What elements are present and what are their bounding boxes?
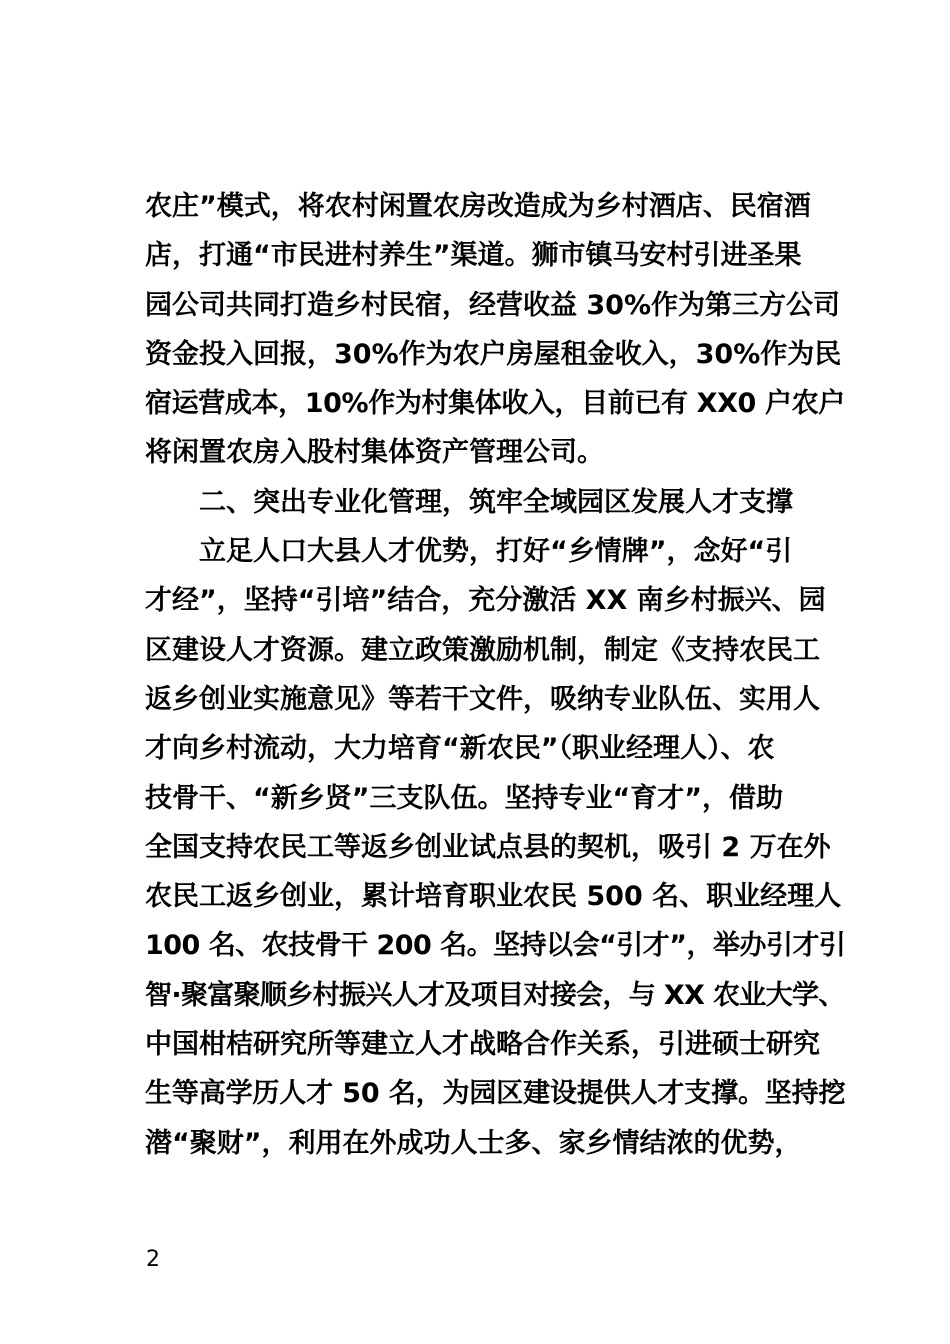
text-line: 立足人口大县人才优势，打好“乡情牌”，念好“引 [199, 536, 793, 568]
page-number: 2 [146, 1247, 160, 1272]
text-line: 店，打通“市民进村养生”渠道。狮市镇马安村引进圣果 [145, 240, 802, 272]
text-line: 潜“聚财”，利用在外成功人士多、家乡情结浓的优势， [145, 1127, 802, 1159]
text-line: 农庄”模式，将农村闲置农房改造成为乡村酒店、民宿酒 [145, 191, 811, 222]
text-line: 区建设人才资源。建立政策激励机制，制定《支持农民工 [145, 634, 820, 666]
text-line: 才向乡村流动，大力培育“新农民”（职业经理人）、农 [145, 733, 775, 765]
text-line: 100 名、农技骨干 200 名。坚持以会“引才”，举办引才引 [145, 930, 846, 962]
text-line: 返乡创业实施意见》等若干文件，吸纳专业队伍、实用人 [145, 683, 820, 715]
section-heading: 二、突出专业化管理，筑牢全域园区发展人才支撑 [199, 486, 793, 518]
text-line: 技骨干、“新乡贤”三支队伍。坚持专业“育才”，借助 [145, 782, 783, 814]
text-line: 农民工返乡创业，累计培育职业农民 500 名、职业经理人 [145, 881, 842, 913]
text-line: 宿运营成本，10%作为村集体收入，目前已有 XX0 户农户 [145, 388, 845, 420]
text-line: 才经”，坚持“引培”结合，充分激活 XX 南乡村振兴、园 [145, 585, 826, 617]
body-text [145, 182, 846, 1168]
text-line: 将闲置农房入股村集体资产管理公司。 [145, 437, 604, 469]
text-line: 园公司共同打造乡村民宿，经营收益 30%作为第三方公司 [145, 289, 841, 321]
text-line: 中国柑桔研究所等建立人才战略合作关系，引进硕士研究 [145, 1029, 820, 1061]
text-line: 全国支持农民工等返乡创业试点县的契机，吸引 2 万在外 [145, 831, 831, 863]
text-line: 生等高学历人才 50 名，为园区建设提供人才支撑。坚持挖 [145, 1078, 846, 1110]
text-line: 智·聚富聚顺乡村振兴人才及项目对接会，与 XX 农业大学、 [145, 979, 845, 1011]
text-line: 资金投入回报，30%作为农户房屋租金收入，30%作为民 [145, 338, 842, 370]
